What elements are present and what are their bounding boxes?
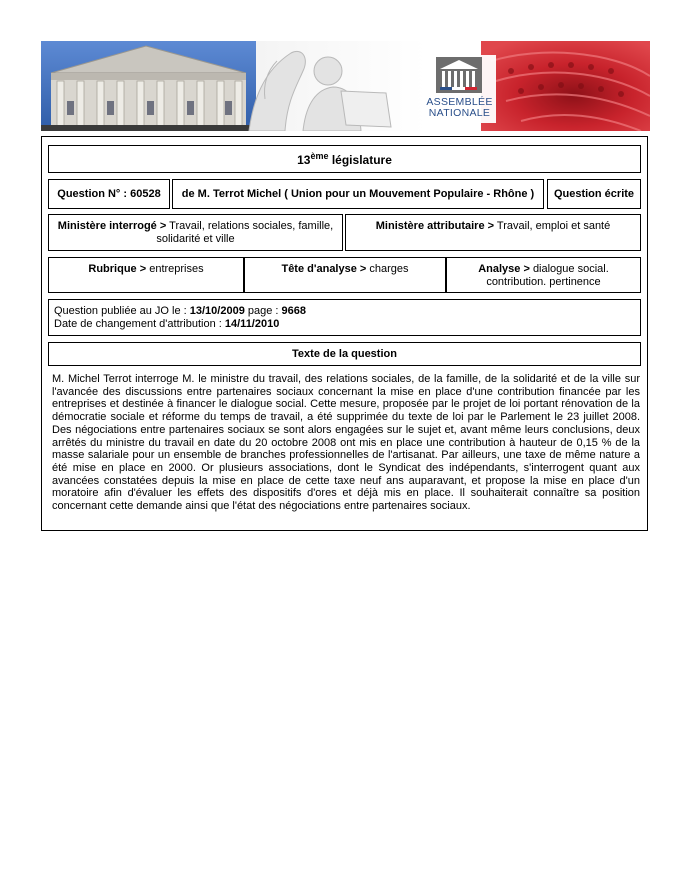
- tete-analyse: [245, 263, 445, 276]
- published-label: Question publiée au JO le :: [54, 305, 187, 317]
- question-number-box: [48, 179, 170, 209]
- question-type-box: [547, 179, 641, 209]
- ministere-interroge-box: [48, 214, 343, 251]
- change-label: Date de changement d'attribution :: [54, 318, 222, 330]
- legislature-number: 13: [297, 153, 311, 167]
- publication-box: [48, 299, 641, 336]
- publication-line: [54, 305, 640, 318]
- page-number: 9668: [281, 305, 307, 317]
- logo-line-1: ASSEMBLÉE: [426, 96, 493, 108]
- ministere-attributaire-label: Ministère attributaire >: [375, 220, 495, 232]
- rubrique-label: Rubrique >: [88, 263, 147, 275]
- ministere-attributaire: [346, 220, 640, 233]
- analyse-value-1: dialogue social.: [532, 263, 609, 275]
- rubrique-value: entreprises: [149, 263, 204, 275]
- published-date: 13/10/2009: [189, 305, 245, 317]
- legislature-word: législature: [331, 153, 392, 167]
- hemicycle: [481, 41, 650, 131]
- logo-line-2: NATIONALE: [428, 107, 491, 119]
- change-date: 14/11/2010: [224, 318, 280, 330]
- header-banner: [41, 41, 650, 131]
- ministere-interroge-value-1: Travail, relations sociales, famille,: [169, 220, 334, 232]
- banner-image: [41, 41, 650, 131]
- text-title: Texte de la question: [292, 348, 397, 360]
- ministere-interroge-value-2: solidarité et ville: [156, 233, 235, 245]
- question-type: Question écrite: [553, 188, 635, 200]
- analyse-label: Analyse >: [478, 263, 530, 275]
- legislature-suffix: ème: [310, 151, 329, 161]
- analyse-value-2: contribution. pertinence: [486, 276, 601, 288]
- analyse-box: [446, 257, 641, 293]
- tete-analyse-label: Tête d'analyse >: [281, 263, 367, 275]
- question-author-box: [172, 179, 544, 209]
- question-number-label: Question N° :: [57, 188, 128, 200]
- attribution-change-line: [54, 318, 640, 331]
- tete-analyse-box: [244, 257, 446, 293]
- question-author: de M. Terrot Michel ( Union pour un Mouvement Populaire - Rhône ): [181, 188, 535, 200]
- rubrique: [49, 263, 243, 276]
- analyse: [447, 263, 640, 289]
- legislature-title: [297, 151, 392, 167]
- ministere-interroge-label: Ministère interrogé >: [57, 220, 167, 232]
- legislature-box: [48, 145, 641, 173]
- assemblee-nationale-logo: [423, 55, 496, 123]
- logo-text: [423, 97, 496, 119]
- ministere-interroge: [49, 220, 342, 246]
- tete-analyse-value: charges: [369, 263, 409, 275]
- logo-building-icon: [423, 55, 496, 97]
- question-frame: [41, 136, 648, 531]
- question-number: 60528: [130, 188, 161, 200]
- rubrique-box: [48, 257, 244, 293]
- ministere-attributaire-box: [345, 214, 641, 251]
- text-title-box: [48, 342, 641, 366]
- page-label: page :: [247, 305, 279, 317]
- ministere-attributaire-value: Travail, emploi et santé: [496, 220, 611, 232]
- question-text: M. Michel Terrot interroge M. le ministre du travail, des relations sociales, de la famille, de la solidarité et de la ville sur l'avancée des discussions entre partenaires sociaux concernant la mise en place d'une contribution financée par les entreprises et destinée à financer le dialogue social. Cette mesure, proposée par le projet de loi portant rénovation de la démocratie sociale et réforme du temps de travail, a été supprimée du texte de loi par le Parlement le 23 juillet 2008. Des négociations entre partenaires sociaux se sont alors engagées sur le sujet et, avant même leurs conclusions, deux arrêtés du ministre du travail en date du 20 octobre 2008 ont mis en place une contribution à hauteur de 0,15 % de la masse salariale pour un ensemble de branches professionnelles de l'artisanat. Par ailleurs, une taxe de même nature a été mise en place en 2000. Or plusieurs associations, dont le Syndicat des indépendants, s'interrogent quant aux avancées constatées depuis la mise en place de cette taxe neuf ans auparavant, et propose la mise en place d'un moratoire afin d'évaluer les effets des dispositifs d'ores et déjà mis en place. Il souhaiterait connaître sa position concernant cette demande ainsi que l'état des négociations entre partenaires sociaux.: [52, 373, 640, 513]
